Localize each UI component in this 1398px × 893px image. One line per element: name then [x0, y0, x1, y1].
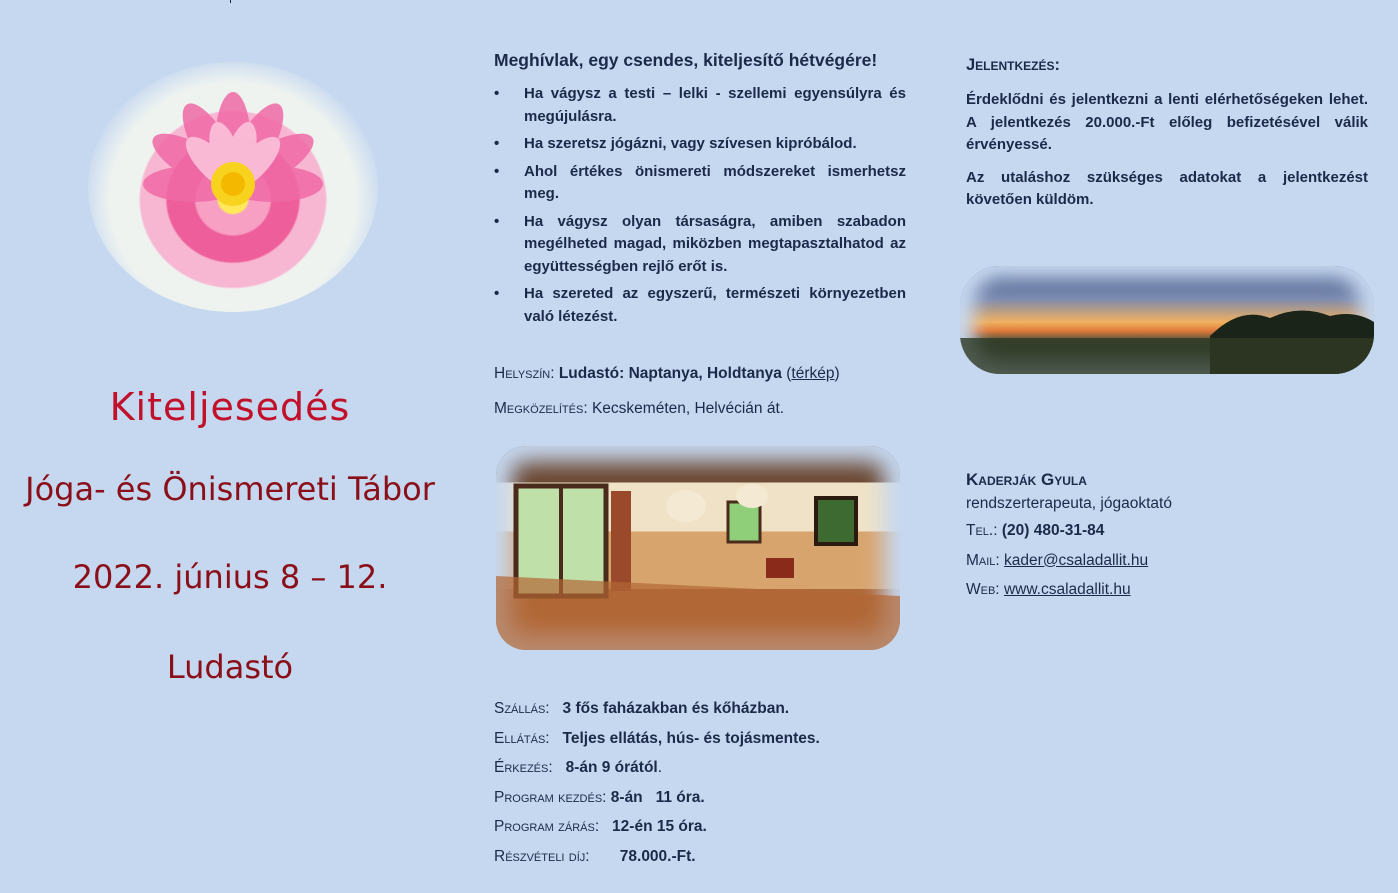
landscape-illustration-icon [960, 266, 1374, 374]
transfer-text: Az utaláshoz szükséges adatokat a jelentkezést követően küldöm. [966, 168, 1368, 208]
contact-role: rendszerterapeuta, jógaoktató [966, 495, 1172, 512]
website-link[interactable]: www.csaladallit.hu [1003, 581, 1131, 598]
location-line [494, 363, 914, 385]
location-label: Helyszín: [494, 365, 555, 382]
sunset-landscape-photo [960, 266, 1374, 374]
map-link[interactable]: térkép [791, 365, 835, 382]
detail-value: 8-án 9 órától [565, 759, 658, 776]
detail-row [494, 753, 914, 783]
detail-row [494, 783, 914, 813]
web-line [966, 575, 1386, 605]
event-date: 2022. június 8 – 12. [72, 558, 388, 596]
detail-label: Program zárás: [494, 818, 600, 835]
detail-row [494, 812, 914, 842]
detail-label: Program kezdés: [494, 788, 607, 806]
detail-value: 12-én 15 óra. [612, 818, 707, 835]
event-place: Ludastó [166, 648, 294, 686]
event-title: Kiteljesedés [109, 385, 351, 429]
approach-label: Megközelítés: [494, 400, 588, 417]
list-item [494, 161, 906, 206]
contact-block [966, 468, 1386, 605]
mail-label: Mail: [966, 551, 1000, 569]
contact-name: Kaderják Gyula [966, 470, 1087, 489]
bullet-icon: • [494, 212, 500, 230]
approach-value: Kecskeméten, Helvécián át. [591, 400, 785, 417]
bullet-icon: • [494, 285, 500, 302]
yoga-room-photo [496, 446, 900, 650]
mail-line [966, 546, 1386, 576]
list-item-text: Ha szereted az egyszerű, természeti környezetben való létezést. [524, 285, 906, 325]
approach-line [494, 398, 914, 420]
lotus-flower-image [88, 62, 378, 312]
detail-value: 78.000.-Ft. [619, 847, 696, 865]
detail-suffix: . [657, 759, 663, 776]
link-paren-close: ) [834, 365, 840, 382]
web-label: Web: [966, 581, 1000, 598]
detail-label: Részvételi díj: [494, 847, 590, 865]
bullet-icon: • [494, 135, 500, 152]
detail-row [494, 842, 914, 872]
list-item [494, 133, 906, 156]
bullet-icon: • [494, 85, 500, 102]
room-illustration-icon [496, 446, 900, 650]
lotus-petals-icon [88, 62, 378, 312]
list-item-text: Ha vágysz olyan társaságra, amiben szabadon megélheted magad, miközben megtapasztalhatod az együttességben rejlő erőt is. [524, 212, 906, 275]
benefits-list [494, 83, 906, 328]
list-item-text: Ahol értékes önismereti módszereket ismerhetsz meg. [524, 162, 906, 202]
location-value: Ludastó: Naptanya, Holdtanya [558, 365, 782, 382]
list-item [494, 83, 906, 128]
detail-value: 3 fős faházakban és kőházban. [562, 700, 790, 717]
phone-line [966, 516, 1386, 546]
event-subtitle: Jóga- és Önismereti Tábor [25, 470, 435, 508]
detail-row [494, 724, 914, 754]
phone-label: Tel.: [966, 522, 998, 539]
registration-heading: Jelentkezés: [966, 56, 1061, 74]
list-item [494, 211, 906, 279]
list-item [494, 283, 906, 328]
right-column [966, 54, 1368, 222]
email-link[interactable]: kader@csaladallit.hu [1004, 551, 1149, 569]
link-paren-open: ( [786, 365, 792, 382]
phone-value: (20) 480-31-84 [1001, 522, 1105, 539]
detail-label: Ellátás: [494, 729, 550, 747]
detail-value: 8-án 11 óra. [610, 788, 705, 806]
details-list [494, 694, 914, 871]
detail-value: Teljes ellátás, hús- és tojásmentes. [562, 729, 820, 747]
middle-column [494, 50, 906, 333]
invite-heading: Meghívlak, egy csendes, kiteljesítő hétvégére! [494, 50, 878, 70]
list-item-text: Ha szeretsz jógázni, vagy szívesen kipróbálod. [524, 135, 857, 152]
left-column [0, 0, 460, 893]
detail-label: Szállás: [494, 700, 550, 717]
registration-text: Érdeklődni és jelentkezni a lenti elérhetőségeken lehet. A jelentkezés 20.000.-Ft előleg befizetésével válik érvényessé. [966, 91, 1368, 153]
detail-row [494, 694, 914, 724]
bullet-icon: • [494, 162, 500, 180]
list-item-text: Ha vágysz a testi – lelki - szellemi egyensúlyra és megújulásra. [524, 85, 906, 125]
detail-label: Érkezés: [494, 759, 553, 776]
